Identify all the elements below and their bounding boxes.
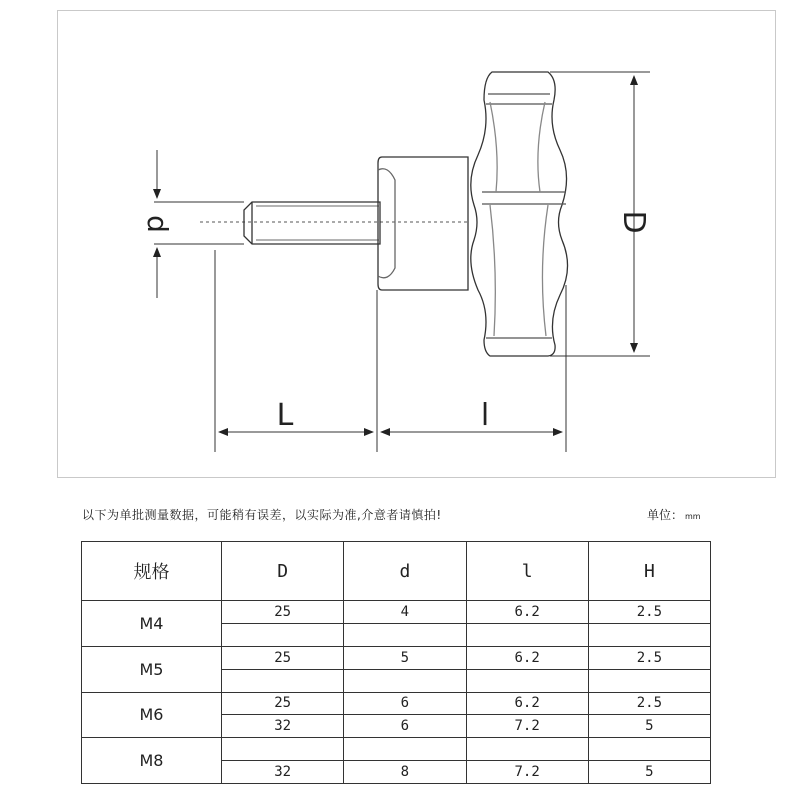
value-cell: 4 bbox=[344, 601, 466, 624]
measurement-note: 以下为单批测量数据，可能稍有误差，以实际为准,介意者请慎拍! bbox=[82, 508, 442, 522]
header-cell: D bbox=[222, 542, 344, 601]
value-cell: 8 bbox=[344, 761, 466, 784]
value-cell: 5 bbox=[344, 646, 466, 669]
value-cell bbox=[466, 669, 588, 692]
table-row bbox=[82, 646, 711, 669]
value-cell: 2.5 bbox=[588, 601, 710, 624]
value-cell bbox=[588, 738, 710, 761]
unit-text: 单位： bbox=[647, 508, 684, 522]
value-cell bbox=[222, 669, 344, 692]
value-cell bbox=[344, 623, 466, 646]
label-l: l bbox=[480, 398, 490, 433]
value-cell: 32 bbox=[222, 761, 344, 784]
unit-value: mm bbox=[685, 512, 701, 521]
value-cell: 6 bbox=[344, 715, 466, 738]
table-row bbox=[82, 601, 711, 624]
value-cell bbox=[222, 623, 344, 646]
value-cell: 2.5 bbox=[588, 692, 710, 715]
value-cell: 25 bbox=[222, 601, 344, 624]
table-row bbox=[82, 692, 711, 715]
value-cell: 6 bbox=[344, 692, 466, 715]
label-d: d bbox=[141, 215, 174, 233]
value-cell bbox=[344, 738, 466, 761]
dimension-L bbox=[215, 250, 377, 452]
knob-hub bbox=[378, 157, 468, 290]
table-header-row bbox=[82, 542, 711, 601]
value-cell bbox=[466, 738, 588, 761]
table-row bbox=[82, 738, 711, 761]
value-cell: 6.2 bbox=[466, 692, 588, 715]
dimension-l bbox=[381, 285, 566, 452]
value-cell: 6.2 bbox=[466, 646, 588, 669]
value-cell: 2.5 bbox=[588, 646, 710, 669]
value-cell bbox=[344, 669, 466, 692]
value-cell: 25 bbox=[222, 646, 344, 669]
value-cell: 25 bbox=[222, 692, 344, 715]
label-L: L bbox=[276, 398, 294, 433]
value-cell bbox=[588, 623, 710, 646]
header-cell: l bbox=[466, 542, 588, 601]
value-cell bbox=[588, 669, 710, 692]
header-cell: H bbox=[588, 542, 710, 601]
threaded-shaft bbox=[244, 202, 380, 244]
value-cell: 7.2 bbox=[466, 761, 588, 784]
unit-label bbox=[647, 506, 701, 523]
value-cell: 5 bbox=[588, 761, 710, 784]
value-cell: 7.2 bbox=[466, 715, 588, 738]
header-cell: d bbox=[344, 542, 466, 601]
size-cell: M8 bbox=[82, 738, 222, 784]
label-D: D bbox=[616, 210, 651, 234]
value-cell: 5 bbox=[588, 715, 710, 738]
value-cell: 32 bbox=[222, 715, 344, 738]
value-cell bbox=[466, 623, 588, 646]
size-cell: M5 bbox=[82, 646, 222, 692]
size-cell: M4 bbox=[82, 601, 222, 647]
size-cell: M6 bbox=[82, 692, 222, 738]
value-cell bbox=[222, 738, 344, 761]
header-cell: 规格 bbox=[82, 542, 222, 601]
knob-head bbox=[471, 72, 568, 356]
value-cell: 6.2 bbox=[466, 601, 588, 624]
spec-table bbox=[81, 541, 711, 784]
